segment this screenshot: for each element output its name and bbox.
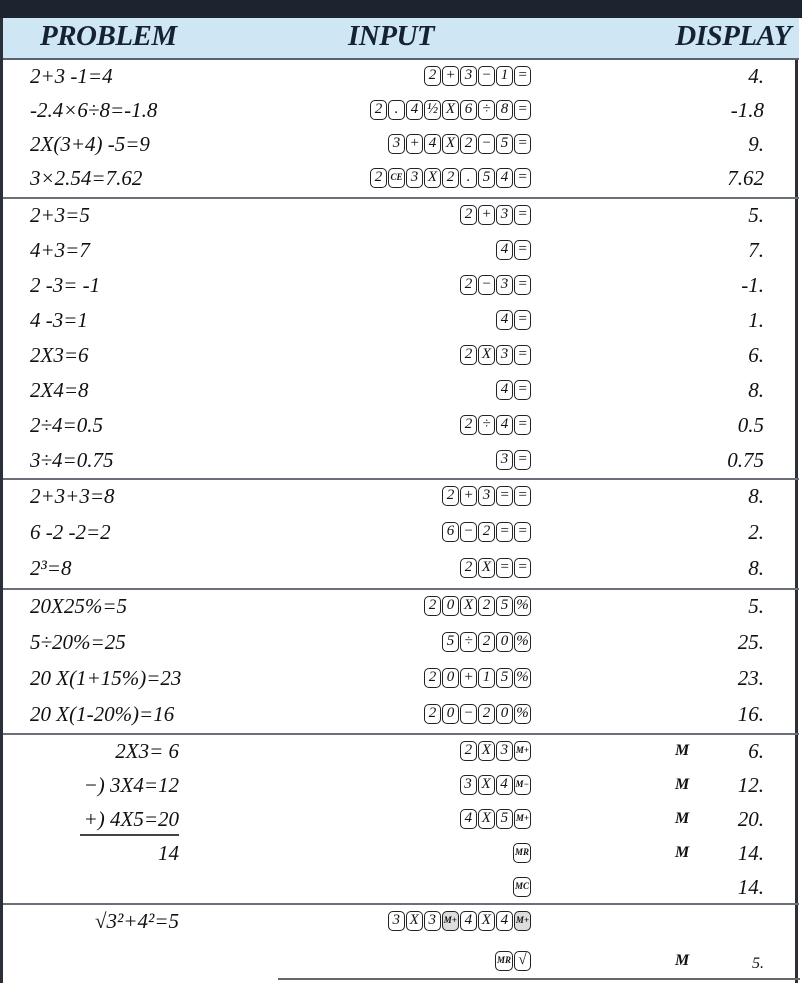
key-icon: 8: [496, 100, 513, 120]
problem-text: 2+3 -1=4: [30, 64, 113, 88]
key-icon: 2: [424, 66, 441, 86]
key-icon: X: [442, 134, 459, 154]
table-row: [3, 444, 799, 479]
problem-text: 20X25%=5: [30, 594, 127, 618]
key-icon: =: [514, 380, 531, 400]
section-4: [3, 588, 799, 734]
key-icon: −: [478, 134, 495, 154]
problem-text: 14: [158, 841, 179, 865]
memory-indicator: M: [675, 776, 690, 793]
key-icon: =: [514, 345, 531, 365]
display-value: 12.: [737, 773, 764, 797]
key-sequence: [460, 205, 531, 225]
header-problem: PROBLEM: [40, 20, 177, 52]
key-icon: 2: [424, 596, 441, 616]
key-icon: 4: [496, 240, 513, 260]
key-icon: 4: [424, 134, 441, 154]
key-icon: .: [460, 168, 477, 188]
key-icon: 4: [460, 911, 477, 931]
key-icon: +: [478, 205, 495, 225]
key-icon: 2: [478, 522, 495, 542]
display-value: 8.: [748, 378, 764, 402]
display-value: 1.: [748, 308, 764, 332]
problem-text: 3÷4=0.75: [30, 448, 114, 472]
memory-indicator: M: [675, 742, 690, 759]
key-icon: M+: [514, 911, 531, 931]
key-icon: X: [478, 911, 495, 931]
display-value: 5.: [748, 594, 764, 618]
display-value: 2.: [748, 520, 764, 544]
key-icon: +: [406, 134, 423, 154]
key-icon: 4: [496, 911, 513, 931]
key-icon: 3: [388, 134, 405, 154]
key-sequence: [495, 951, 531, 971]
key-icon: 2: [460, 558, 477, 578]
key-icon: 5: [478, 168, 495, 188]
table-header: [3, 18, 799, 60]
table-row: [3, 162, 799, 196]
key-icon: =: [496, 558, 513, 578]
problem-text: 20 X(1+15%)=23: [30, 666, 182, 690]
display-value: 8.: [748, 484, 764, 508]
display-value: 14.: [737, 875, 764, 899]
display-value: 5.: [748, 203, 764, 227]
key-icon: 3: [460, 775, 477, 795]
table-row: [3, 374, 799, 409]
display-value: 20.: [737, 807, 764, 831]
table-row: [3, 871, 799, 905]
problem-text: 2 -3= -1: [30, 273, 101, 297]
key-icon: 5: [442, 632, 459, 652]
key-icon: MC: [513, 877, 531, 897]
key-icon: −: [478, 275, 495, 295]
key-icon: =: [514, 205, 531, 225]
key-icon: 2: [424, 704, 441, 724]
key-icon: X: [424, 168, 441, 188]
display-value: -1.: [741, 273, 764, 297]
table-row: [3, 803, 799, 837]
key-icon: M+: [514, 809, 531, 829]
key-sequence: [460, 741, 531, 761]
key-icon: 0: [496, 632, 513, 652]
key-icon: 4: [496, 380, 513, 400]
key-icon: 0: [442, 704, 459, 724]
key-icon: 2: [460, 205, 477, 225]
key-icon: √: [514, 951, 531, 971]
key-icon: 2: [370, 168, 387, 188]
table-row: [3, 234, 799, 269]
key-sequence: [370, 100, 531, 120]
key-icon: =: [496, 522, 513, 542]
problem-text: 4+3=7: [30, 238, 90, 262]
key-icon: X: [406, 911, 423, 931]
key-icon: X: [478, 558, 495, 578]
key-icon: =: [514, 486, 531, 506]
key-sequence: [460, 558, 531, 578]
key-icon: 1: [496, 66, 513, 86]
key-sequence: [496, 240, 531, 260]
display-value: 7.: [748, 238, 764, 262]
problem-text: 4 -3=1: [30, 308, 88, 332]
table-row: [3, 60, 799, 94]
key-sequence: [496, 310, 531, 330]
key-icon: X: [478, 345, 495, 365]
key-icon: M+: [442, 911, 459, 931]
problem-text: 20 X(1-20%)=16: [30, 702, 175, 726]
key-sequence: [513, 877, 531, 897]
key-icon: 6: [442, 522, 459, 542]
key-icon: 2: [460, 275, 477, 295]
key-icon: 4: [496, 168, 513, 188]
key-sequence: [424, 668, 531, 688]
key-sequence: [460, 809, 531, 829]
key-sequence: [460, 345, 531, 365]
table-row: [3, 735, 799, 769]
key-icon: 2: [478, 704, 495, 724]
problem-text: 2X(3+4) -5=9: [30, 132, 150, 156]
key-icon: =: [514, 522, 531, 542]
key-sequence: [496, 380, 531, 400]
problem-text: -2.4×6÷8=-1.8: [30, 98, 158, 122]
key-icon: 3: [388, 911, 405, 931]
key-icon: 3: [496, 275, 513, 295]
key-sequence: [424, 596, 531, 616]
section-1: [3, 60, 799, 196]
key-icon: 2: [460, 345, 477, 365]
key-icon: %: [514, 704, 531, 724]
key-icon: 3: [424, 911, 441, 931]
display-value: 0.5: [737, 413, 764, 437]
table-row: [3, 516, 799, 552]
problem-text: 5÷20%=25: [30, 630, 126, 654]
key-icon: =: [514, 240, 531, 260]
key-icon: 2: [370, 100, 387, 120]
key-icon: MR: [513, 843, 531, 863]
key-icon: ½: [424, 100, 441, 120]
table-row: [3, 128, 799, 162]
key-icon: −: [460, 704, 477, 724]
key-icon: 3: [406, 168, 423, 188]
header-input: INPUT: [348, 20, 435, 52]
key-icon: 3: [496, 741, 513, 761]
key-icon: −: [478, 66, 495, 86]
problem-text: 2÷4=0.5: [30, 413, 103, 437]
key-icon: ÷: [460, 632, 477, 652]
key-icon: 6: [460, 100, 477, 120]
display-value: 8.: [748, 556, 764, 580]
display-value: 16.: [737, 702, 764, 726]
table-row: [3, 698, 799, 734]
key-icon: =: [514, 66, 531, 86]
table-row: [3, 339, 799, 374]
key-sequence: [460, 415, 531, 435]
key-sequence: [370, 168, 531, 188]
key-icon: 5: [496, 134, 513, 154]
key-icon: M+: [514, 741, 531, 761]
table-row: [3, 662, 799, 698]
display-value: 23.: [737, 666, 764, 690]
display-value: 0.75: [727, 448, 764, 472]
display-value: 25.: [737, 630, 764, 654]
header-display: DISPLAY: [675, 20, 791, 52]
key-icon: 4: [496, 775, 513, 795]
key-icon: ÷: [478, 100, 495, 120]
section-5: [3, 733, 799, 905]
key-icon: X: [478, 809, 495, 829]
key-icon: 2: [460, 134, 477, 154]
table-row: [3, 304, 799, 339]
memory-indicator: M: [675, 810, 690, 827]
key-icon: 3: [496, 345, 513, 365]
key-icon: %: [514, 632, 531, 652]
key-icon: 4: [460, 809, 477, 829]
problem-text: 2+3=5: [30, 203, 90, 227]
key-icon: 2: [442, 168, 459, 188]
key-sequence: [388, 134, 531, 154]
key-icon: =: [514, 100, 531, 120]
key-icon: =: [514, 558, 531, 578]
display-value: 5.: [752, 955, 764, 972]
table-row: [3, 905, 799, 945]
key-sequence: [442, 522, 531, 542]
key-icon: X: [442, 100, 459, 120]
key-icon: 4: [406, 100, 423, 120]
problem-text: √3²+4²=5: [95, 909, 179, 933]
key-icon: =: [514, 450, 531, 470]
key-icon: +: [460, 668, 477, 688]
display-value: 9.: [748, 132, 764, 156]
problem-text: 2X3= 6: [115, 739, 179, 763]
key-icon: 5: [496, 668, 513, 688]
section-6: [3, 903, 799, 985]
key-sequence: [442, 632, 531, 652]
key-icon: 0: [442, 668, 459, 688]
display-value: 7.62: [727, 166, 764, 190]
key-sequence: [460, 775, 531, 795]
key-icon: 1: [478, 668, 495, 688]
problem-text: 2X3=6: [30, 343, 89, 367]
key-icon: =: [514, 275, 531, 295]
key-sequence: [442, 486, 531, 506]
key-icon: 4: [496, 310, 513, 330]
key-icon: X: [460, 596, 477, 616]
key-icon: =: [496, 486, 513, 506]
problem-text: 2³=8: [30, 556, 72, 580]
table-row: [3, 409, 799, 444]
key-icon: 3: [496, 205, 513, 225]
display-value: -1.8: [730, 98, 764, 122]
key-icon: 2: [478, 632, 495, 652]
problem-text: +) 4X5=20: [80, 807, 179, 836]
key-icon: 2: [460, 415, 477, 435]
section-3: [3, 478, 799, 588]
key-icon: =: [514, 415, 531, 435]
table-row: [3, 769, 799, 803]
key-icon: 5: [496, 596, 513, 616]
bottom-rule: [278, 978, 800, 980]
section-2: [3, 197, 799, 479]
table-row: [3, 269, 799, 304]
key-sequence: [496, 450, 531, 470]
key-icon: 2: [424, 668, 441, 688]
problem-text: 2X4=8: [30, 378, 89, 402]
key-sequence: [424, 704, 531, 724]
window-top-bar: [0, 0, 802, 18]
problem-text: 6 -2 -2=2: [30, 520, 111, 544]
key-sequence: [460, 275, 531, 295]
key-icon: 2: [478, 596, 495, 616]
display-value: 14.: [737, 841, 764, 865]
key-icon: ÷: [478, 415, 495, 435]
key-icon: 5: [496, 809, 513, 829]
key-sequence: [388, 911, 531, 931]
key-icon: M−: [514, 775, 531, 795]
key-icon: =: [514, 168, 531, 188]
key-icon: MR: [495, 951, 513, 971]
key-icon: %: [514, 596, 531, 616]
key-icon: +: [442, 66, 459, 86]
key-icon: =: [514, 310, 531, 330]
key-icon: −: [460, 522, 477, 542]
key-icon: 0: [496, 704, 513, 724]
problem-text: 2+3+3=8: [30, 484, 115, 508]
key-sequence: [513, 843, 531, 863]
table-row: [3, 94, 799, 128]
key-icon: 0: [442, 596, 459, 616]
table-row: [3, 552, 799, 588]
key-icon: X: [478, 775, 495, 795]
key-icon: CE: [388, 168, 405, 188]
display-value: 4.: [748, 64, 764, 88]
table-row: [3, 626, 799, 662]
display-value: 6.: [748, 343, 764, 367]
key-icon: =: [514, 134, 531, 154]
problem-text: 3×2.54=7.62: [30, 166, 143, 190]
memory-indicator: M: [675, 844, 690, 861]
key-sequence: [424, 66, 531, 86]
key-icon: 4: [496, 415, 513, 435]
key-icon: %: [514, 668, 531, 688]
key-icon: 3: [496, 450, 513, 470]
table-row: [3, 837, 799, 871]
table-row: [3, 199, 799, 234]
display-value: 6.: [748, 739, 764, 763]
table-row: [3, 480, 799, 516]
key-icon: 2: [460, 741, 477, 761]
memory-indicator: M: [675, 952, 690, 969]
key-icon: .: [388, 100, 405, 120]
key-icon: X: [478, 741, 495, 761]
problem-text: −) 3X4=12: [83, 773, 179, 797]
key-icon: 2: [442, 486, 459, 506]
key-icon: 3: [460, 66, 477, 86]
table-row: [3, 590, 799, 626]
key-icon: 3: [478, 486, 495, 506]
key-icon: +: [460, 486, 477, 506]
